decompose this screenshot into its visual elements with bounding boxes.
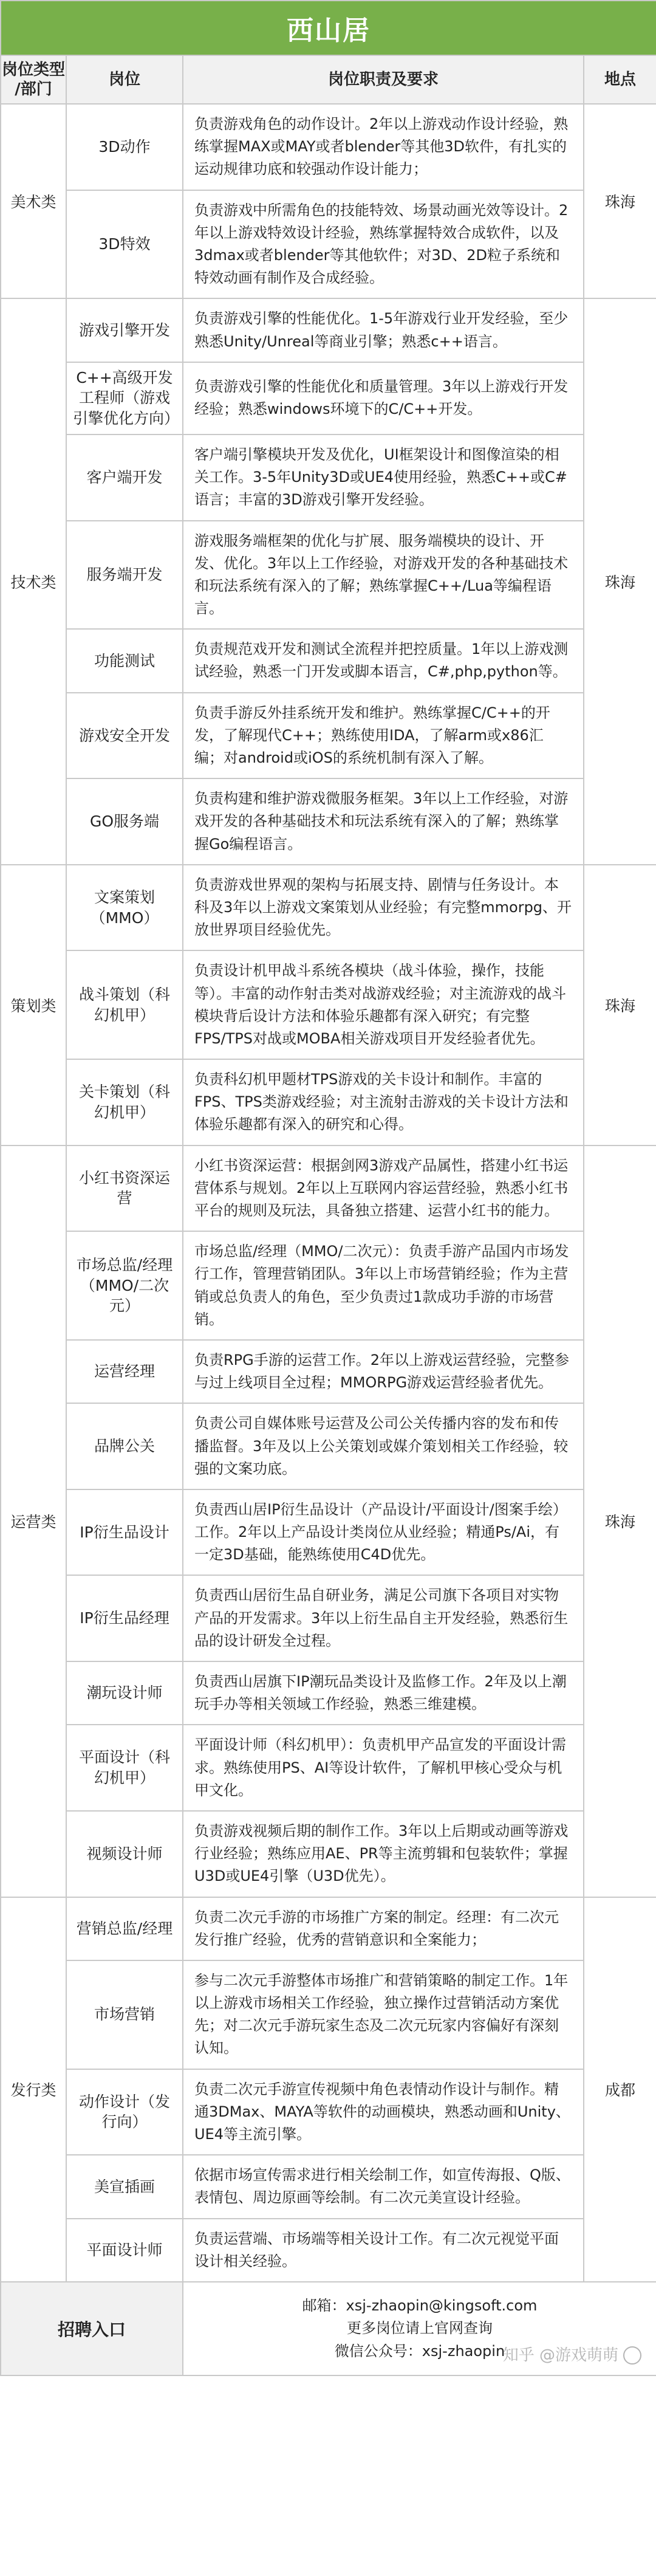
position-cell: IP衍生品设计 [66,1489,183,1576]
description-cell: 负责公司自媒体账号运营及公司公关传播内容的发布和传播监督。3年及以上公关策划或媒介策划相关工作经验，较强的文案功底。 [183,1403,584,1489]
job-row [1,629,656,692]
description-cell: 负责游戏引擎的性能优化。1-5年游戏行业开发经验，至少熟悉Unity/Unreal等商业引擎；熟悉c++语言。 [183,298,584,362]
job-row [1,298,656,362]
position-cell: 市场营销 [66,1960,183,2069]
description-cell: 负责西山居衍生品自研业务，满足公司旗下各项目对实物产品的开发需求。3年以上衍生品自主开发经验，熟悉衍生品的设计研发全过程。 [183,1575,584,1661]
job-row [1,104,656,190]
job-row [1,1725,656,1811]
position-cell: 平面设计师 [66,2219,183,2282]
description-cell: 负责游戏角色的动作设计。2年以上游戏动作设计经验，熟练掌握MAX或MAY或者blender等其他3D软件，有扎实的运动规律功底和较强动作设计能力； [183,104,584,190]
position-cell: 市场总监/经理（MMO/二次元） [66,1231,183,1340]
position-cell: 美宣插画 [66,2155,183,2218]
description-cell: 负责运营端、市场端等相关设计工作。有二次元视觉平面设计相关经验。 [183,2219,584,2282]
description-cell: 负责二次元手游的市场推广方案的制定。经理：有二次元发行推广经验，优秀的营销意识和全案能力； [183,1897,584,1960]
description-cell: 负责西山居旗下IP潮玩品类设计及监修工作。2年及以上潮玩手办等相关领域工作经验，熟悉三维建模。 [183,1661,584,1725]
page-title: 西山居 [1,1,656,55]
description-cell: 客户端引擎模块开发及优化，UI框架设计和图像渲染的相关工作。3-5年Unity3D或UE4使用经验，熟悉C++或C#语言；丰富的3D游戏引擎开发经验。 [183,434,584,521]
job-row [1,1489,656,1576]
position-cell: 视频设计师 [66,1811,183,1897]
description-cell: 游戏服务端框架的优化与扩展、服务端模块的设计、开发、优化。3年以上工作经验，对游戏开发的各种基础技术和玩法系统有深入的了解；熟练掌握C++/Lua等编程语言。 [183,521,584,630]
description-cell: 平面设计师（科幻机甲）：负责机甲产品宣发的平面设计需求。熟练使用PS、AI等设计软件，了解机甲核心受众与机甲文化。 [183,1725,584,1811]
position-cell: IP衍生品经理 [66,1575,183,1661]
job-body [1,104,656,2375]
position-cell: 3D动作 [66,104,183,190]
job-row [1,950,656,1059]
position-cell: 品牌公关 [66,1403,183,1489]
position-cell: 平面设计（科幻机甲） [66,1725,183,1811]
position-cell: 游戏引擎开发 [66,298,183,362]
job-row [1,2069,656,2155]
job-row [1,362,656,434]
description-cell: 负责手游反外挂系统开发和维护。熟练掌握C/C++的开发，了解现代C++；熟练使用IDA，了解arm或x86汇编；对android或iOS的系统机制有深入了解。 [183,693,584,779]
location-cell: 珠海 [584,298,656,864]
category-cell: 美术类 [1,104,66,298]
job-row [1,693,656,779]
description-cell: 负责游戏视频后期的制作工作。3年以上后期或动画等游戏行业经验；熟练应用AE、PR等主流剪辑和包装软件；掌握U3D或UE4引擎（U3D优先）。 [183,1811,584,1897]
description-cell: 负责RPG手游的运营工作。2年以上游戏运营经验，完整参与过上线项目全过程；MMORPG游戏运营经验者优先。 [183,1340,584,1403]
description-cell: 负责科幻机甲题材TPS游戏的关卡设计和制作。丰富的FPS、TPS类游戏经验；对主流射击游戏的关卡设计方法和体验乐趣都有深入的研究和心得。 [183,1059,584,1145]
description-cell: 负责二次元手游宣传视频中角色表情动作设计与制作。精通3DMax、MAYA等软件的动画模块，熟悉动画和Unity、UE4等主流引擎。 [183,2069,584,2155]
header-position: 岗位 [66,55,183,104]
footer-more: 更多岗位请上官网查询 [347,2320,493,2337]
job-row [1,2219,656,2282]
location-cell: 珠海 [584,104,656,298]
watermark-text: 知乎 @游戏萌萌 [502,2346,618,2365]
position-cell: 文案策划（MMO） [66,865,183,951]
description-cell: 负责游戏引擎的性能优化和质量管理。3年以上游戏行开发经验；熟悉windows环境下的C/C++开发。 [183,362,584,434]
description-cell: 参与二次元手游整体市场推广和营销策略的制定工作。1年以上游戏市场相关工作经验，独立操作过营销活动方案优先；对二次元手游玩家生态及二次元玩家内容偏好有深刻认知。 [183,1960,584,2069]
position-cell: 功能测试 [66,629,183,692]
position-cell: 营销总监/经理 [66,1897,183,1960]
description-cell: 依据市场宣传需求进行相关绘制工作，如宣传海报、Q版、表情包、周边原画等绘制。有二次元美宣设计经验。 [183,2155,584,2218]
header-category: 岗位类型 /部门 [1,55,66,104]
job-row [1,1575,656,1661]
watermark-logo-icon [623,2346,641,2365]
job-row [1,1897,656,1960]
description-cell: 负责游戏中所需角色的技能特效、场景动画光效等设计。2年以上游戏特效设计经验，熟练掌握特效合成软件，以及3dmax或者blender等其他软件；对3D、2D粒子系统和特效动画有制作及合成经验。 [183,190,584,299]
job-row [1,1059,656,1145]
job-row [1,1403,656,1489]
category-cell: 运营类 [1,1145,66,1897]
footer-label: 招聘入口 [1,2282,183,2375]
job-row [1,778,656,865]
category-cell: 发行类 [1,1897,66,2282]
description-cell: 小红书资深运营：根据剑网3游戏产品属性，搭建小红书运营体系与规划。2年以上互联网内容运营经验，熟悉小红书平台的规则及玩法，具备独立搭建、运营小红书的能力。 [183,1145,584,1232]
location-cell: 珠海 [584,1145,656,1897]
position-cell: 动作设计（发行向） [66,2069,183,2155]
footer-row [1,2282,656,2375]
job-row [1,1960,656,2069]
header-description: 岗位职责及要求 [183,55,584,104]
header-location: 地点 [584,55,656,104]
description-cell: 负责规范戏开发和测试全流程并把控质量。1年以上游戏测试经验，熟悉一门开发或脚本语言，C#,php,python等。 [183,629,584,692]
watermark [503,2343,641,2368]
position-cell: 运营经理 [66,1340,183,1403]
position-cell: 服务端开发 [66,521,183,630]
job-row [1,434,656,521]
job-row [1,2155,656,2218]
position-cell: 游戏安全开发 [66,693,183,779]
footer-contact [183,2282,656,2375]
position-cell: 战斗策划（科幻机甲） [66,950,183,1059]
location-cell: 珠海 [584,865,656,1145]
category-cell: 策划类 [1,865,66,1145]
position-cell: 3D特效 [66,190,183,299]
description-cell: 市场总监/经理（MMO/二次元）：负责手游产品国内市场发行工作，管理营销团队。3年以上市场营销经验；作为主营销或总负责人的角色，至少负责过1款成功手游的市场营销。 [183,1231,584,1340]
job-row [1,190,656,299]
job-row [1,1661,656,1725]
position-cell: GO服务端 [66,778,183,865]
job-row [1,1340,656,1403]
description-cell: 负责西山居IP衍生品设计（产品设计/平面设计/图案手绘）工作。2年以上产品设计类岗位从业经验；精通Ps/Ai，有一定3D基础，能熟练使用C4D优先。 [183,1489,584,1576]
position-cell: 客户端开发 [66,434,183,521]
job-row [1,1811,656,1897]
category-cell: 技术类 [1,298,66,864]
position-cell: 小红书资深运营 [66,1145,183,1232]
position-cell: 潮玩设计师 [66,1661,183,1725]
description-cell: 负责设计机甲战斗系统各模块（战斗体验，操作，技能等）。丰富的动作射击类对战游戏经验；对主流游戏的战斗模块背后设计方法和体验乐趣都有深入研究；有完整FPS/TPS对战或MOBA相关游戏项目开发经验者优先。 [183,950,584,1059]
job-row [1,1231,656,1340]
position-cell: C++高级开发工程师（游戏引擎优化方向） [66,362,183,434]
job-row [1,1145,656,1232]
description-cell: 负责构建和维护游戏微服务框架。3年以上工作经验，对游戏开发的各种基础技术和玩法系统有深入的了解；熟练掌握Go编程语言。 [183,778,584,865]
position-cell: 关卡策划（科幻机甲） [66,1059,183,1145]
footer-wechat: 微信公众号：xsj-zhaopin [334,2342,505,2360]
description-cell: 负责游戏世界观的架构与拓展支持、剧情与任务设计。本科及3年以上游戏文案策划从业经验；有完整mmorpg、开放世界项目经验优先。 [183,865,584,951]
footer-email[interactable]: 邮箱：xsj-zhaopin@kingsoft.com [302,2297,538,2315]
job-row [1,521,656,630]
location-cell: 成都 [584,1897,656,2282]
job-row [1,865,656,951]
